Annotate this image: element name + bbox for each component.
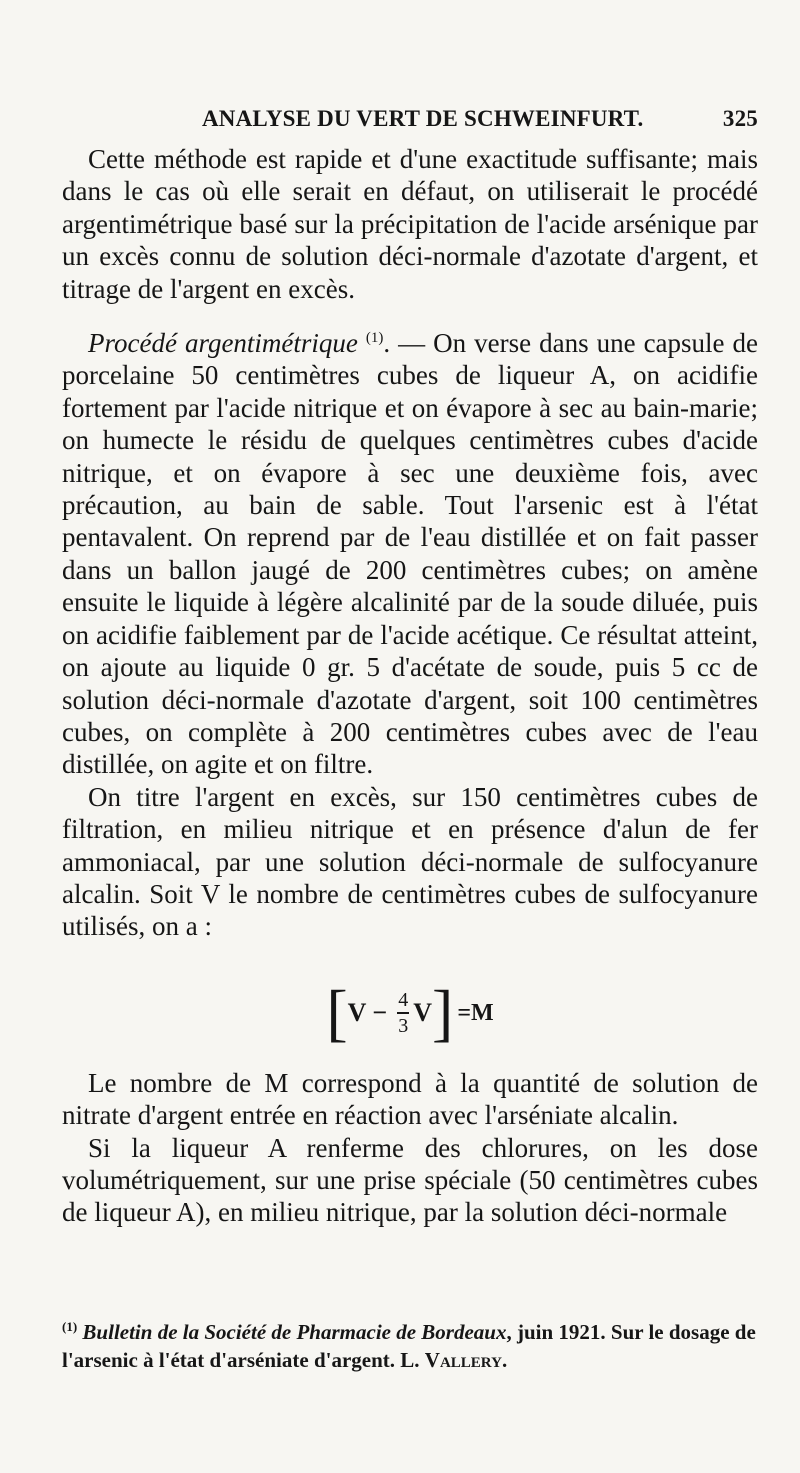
footnote-author: Vallery.: [424, 1348, 508, 1372]
formula-close-bracket: ]: [432, 976, 454, 1048]
formula-equals-m: =M: [457, 999, 494, 1026]
fraction-numerator: 4: [398, 988, 409, 1011]
footnote-source: Bulletin de la Société de Pharmacie de Bordeaux: [82, 1320, 507, 1344]
formula-open-bracket: [: [326, 976, 348, 1048]
paragraph-4: Le nombre de M correspond à la quantité de solution de nitrate d'argent entrée en réaction avec l'arséniate alcalin.: [62, 1067, 758, 1131]
footnote-number: (1): [62, 1319, 78, 1334]
running-title: ANALYSE DU VERT DE SCHWEINFURT.: [202, 106, 644, 131]
formula: [62, 943, 758, 1067]
formula-v1: V: [347, 997, 367, 1027]
section-heading: Procédé argentimétrique: [88, 328, 358, 359]
footnote-text: , juin 1921. Sur le dosage de l'arsenic à l'état d'arséniate d'argent. L.: [62, 1320, 756, 1372]
footnote: [62, 1318, 758, 1374]
paragraph-2-text: . — On verse dans une capsule de porcelaine 50 centimètres cubes de liqueur A, on acidifie fortement par l'acide nitrique et on évapore à sec au bain-marie; on humecte le résidu de quelques centimètres cubes d'acide nitrique, et on évapore à sec une deuxième fois, avec précaution, au bain de sable. Tout l'arsenic est à l'état pentavalent. On reprend par de l'eau distillée et on fait passer dans un ballon jaugé de 200 centimètres cubes; on amène ensuite le liquide à légère alcalinité par de la soude diluée, puis on acidifie faiblement par de l'acide acétique. Ce résultat atteint, on ajoute au liquide 0 gr. 5 d'acétate de soude, puis 5 cc de solution déci-normale d'azotate d'argent, soit 100 centimètres cubes, on complète à 200 centimètres cubes avec de l'eau distillée, on agite et on filtre.: [62, 328, 759, 780]
formula-fraction: [397, 990, 409, 1036]
formula-minus: −: [372, 997, 388, 1027]
paragraph-2: [62, 327, 758, 781]
page-number: 325: [722, 106, 758, 131]
fraction-denominator: 3: [398, 1014, 409, 1037]
fraction-bar: [397, 1012, 409, 1014]
body-text: [62, 143, 758, 1229]
footnote-reference: (1): [365, 330, 384, 347]
formula-v2: V: [413, 997, 433, 1027]
paragraph-5: Si la liqueur A renferme des chlorures, on les dose volumétriquement, sur une prise spéciale (50 centimètres cubes de liqueur A), en milieu nitrique, par la solution déci-normale: [62, 1132, 758, 1228]
paragraph-3: On titre l'argent en excès, sur 150 centimètres cubes de filtration, en milieu nitrique et en présence d'alun de fer ammoniacal, par une solution déci-normale de sulfocyanure alcalin. Soit V le nombre de centimètres cubes de sulfocyanure utilisés, on a :: [62, 781, 758, 942]
paragraph-1: Cette méthode est rapide et d'une exactitude suffisante; mais dans le cas où elle serait en défaut, on utiliserait le procédé argentimétrique basé sur la précipitation de l'acide arsénique par un excès connu de solution déci-normale d'azotate d'argent, et titrage de l'argent en excès.: [62, 144, 758, 304]
running-header: [62, 100, 758, 140]
